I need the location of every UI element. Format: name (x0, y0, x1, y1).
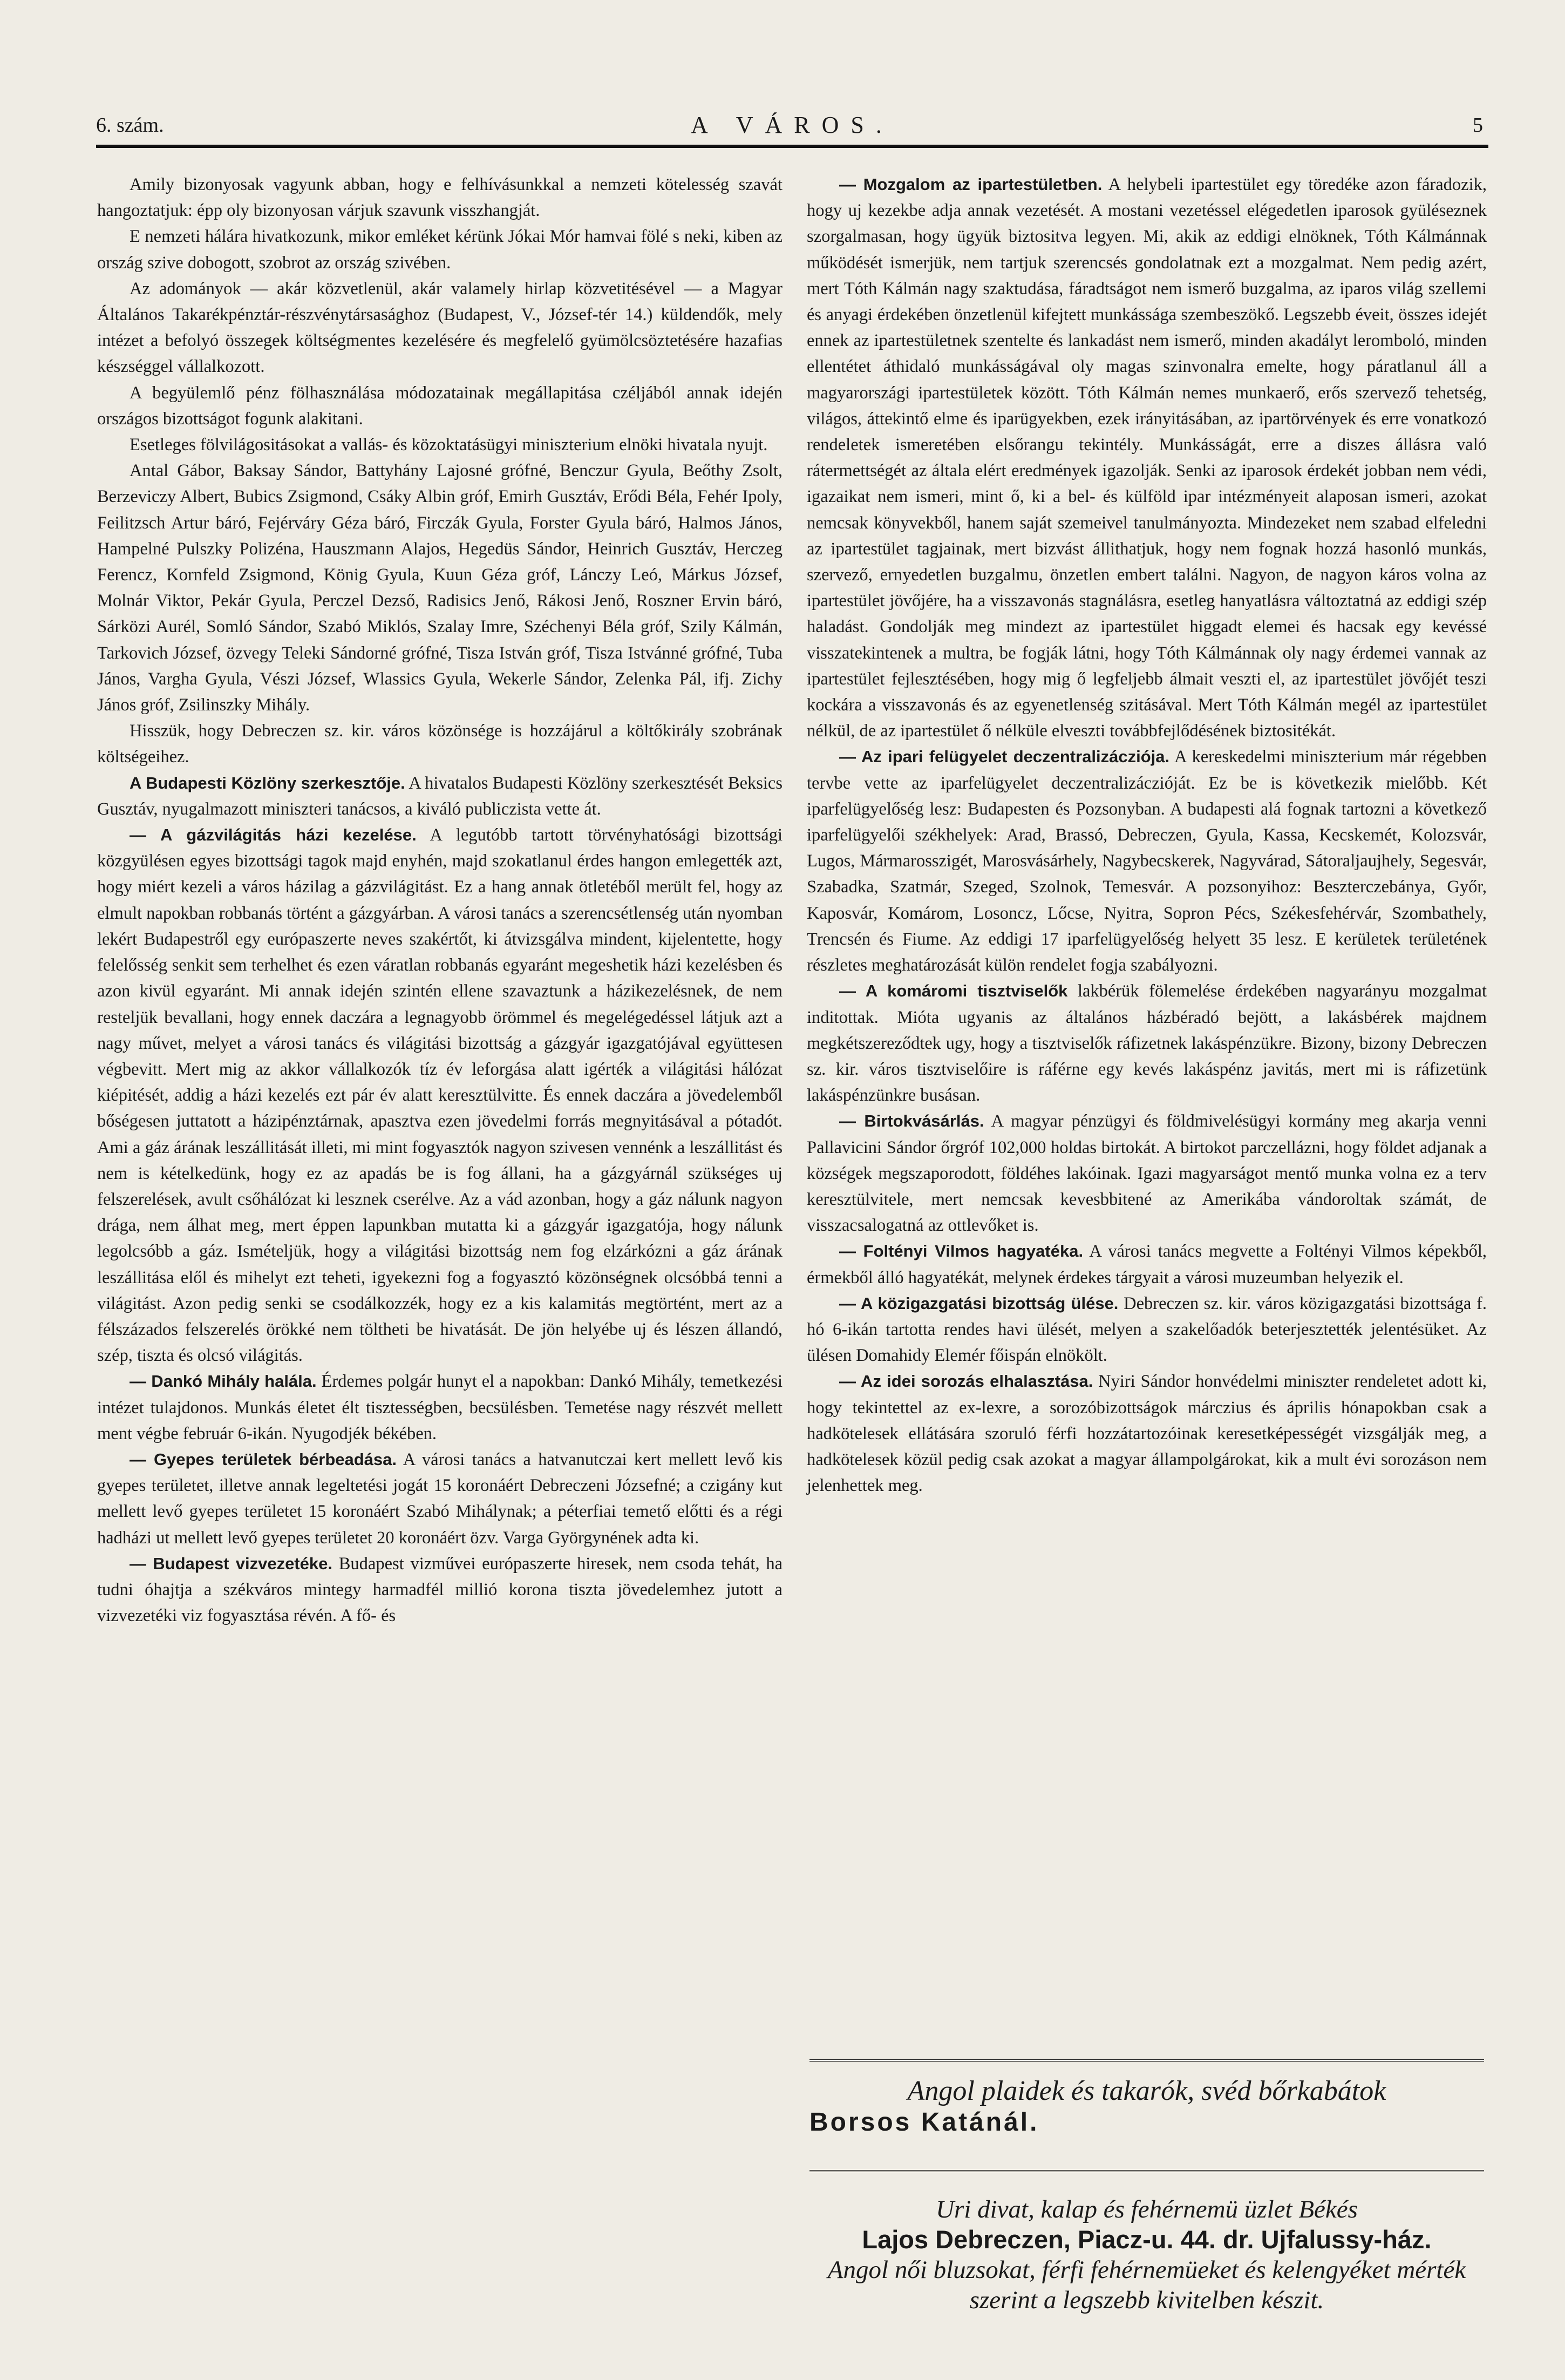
left-article-text: Esetleges fölvilágositásokat a vallás- és közoktatásügyi miniszterium elnöki hivatala nyujt. (130, 435, 768, 455)
left-article-text: Amily bizonyosak vagyunk abban, hogy e felhívásunkkal a nemzeti kötelesség szavát hangoztatjuk: épp oly bizonyosan várjuk szavunk visszhangját. (97, 175, 782, 221)
left-article-text: Budapest vizművei európaszerte hiresek, nem csoda tehát, ha tudni óhajtja a székváros mintegy harmadfél millió korona tiszta jövedelemhez jutott a vizvezetéki viz fogyasztása révén. A fő- és (97, 1554, 783, 1626)
header-rule (96, 145, 1488, 148)
ad1-shop: Borsos Katánál. (809, 2108, 1039, 2137)
right-article-paragraph (807, 1238, 1487, 1290)
left-article-paragraph (97, 822, 782, 1368)
left-article-heading: — Dankó Mihály halála. (130, 1372, 317, 1391)
right-article-heading: — Foltényi Vilmos hagyatéka. (839, 1242, 1084, 1261)
right-article-text: A városi tanács megvette a Foltényi Vilmos képekből, érmekből álló hagyatékát, melynek érdekes tárgyait a városi muzeumban helyezik el. (807, 1242, 1487, 1287)
left-article-paragraph (97, 223, 782, 275)
left-article-paragraph (97, 718, 782, 770)
right-article-paragraph (807, 1368, 1487, 1498)
left-article-paragraph (97, 1447, 782, 1551)
left-article-text: Hisszük, hogy Debreczen sz. kir. város közönsége is hozzájárul a költőkirály szobrának költségeihez. (97, 721, 782, 767)
ad2-line3: Angol női bluzsokat, férfi fehérnemüeket és kelengyéket mérték szerint a legszebb kivitelben készit. (827, 2256, 1466, 2314)
left-article-heading: A Budapesti Közlöny szerkesztője. (130, 773, 405, 792)
left-article-text: Antal Gábor, Baksay Sándor, Battyhány Lajosné grófné, Benczur Gyula, Beőthy Zsolt, Berzeviczy Albert, Bubics Zsigmond, Csáky Albin gróf, Emirh Gusztáv, Erődi Béla, Fehér Ipoly, Feilitzsch Artur báró, Fejérváry Géza báró, Firczák Gyula, Forster Gyula báró, Halmos János, Hampelné Pulszky Polizéna, Hauszmann Alajos, Hegedüs Sándor, Heinrich Gusztáv, Herczeg Ferencz, Kornfeld Zsigmond, König Gyula, Kuun Géza gróf, Lánczy Leó, Márkus József, Molnár Viktor, Pekár Gyula, Perczel Dezső, Radisics Jenő, Rákosi Jenő, Roszner Ervin báró, Sárközi Aurél, Somló Sándor, Szabó Miklós, Szalay Imre, Széchenyi Béla gróf, Szily Kálmán, Tarkovich József, özvegy Teleki Sándorné grófné, Tisza István gróf, Tisza Istvánné grófné, Tuba János, Vargha Gyula, Vészi József, Wlassics Gyula, Wekerle Sándor, Zelenka Pál, ifj. Zichy János gróf, Zsilinszky Mihály. (97, 461, 782, 715)
right-article-paragraph (807, 1108, 1487, 1238)
left-article-text: A begyülemlő pénz fölhasználása módozatainak megállapitása czéljából annak idején országos bizottságot fogunk alakitani. (97, 383, 782, 429)
left-article-paragraph (97, 276, 782, 380)
left-article-paragraph (97, 1551, 782, 1629)
ad2-line1: Uri divat, kalap és fehérnemü üzlet Békés (936, 2195, 1358, 2223)
newspaper-title: A VÁROS. (691, 112, 894, 138)
ad1-text: Angol plaidek és takarók, svéd bőrkabátok (907, 2076, 1386, 2106)
left-article-heading: — Budapest vizvezetéke. (130, 1554, 332, 1573)
left-column (97, 172, 782, 1629)
right-article-paragraph (807, 744, 1487, 978)
ad-divider-top (809, 2059, 1484, 2062)
right-article-text: Nyiri Sándor honvédelmi miniszter rendeletet adott ki, hogy tekintettel az ex-lexre, a sorozóbizottságok márczius és április hónapokban csak a hadkötelesek ellátására szoruló férfi hozzátartozóinak keresetképességét vizsgálják meg, a hadkötelesek közül pedig csak azokat a magyar állampolgárokat, kik a mult évi sorozáson nem jelenhettek meg. (807, 1372, 1487, 1496)
ad-divider-middle (809, 2170, 1484, 2172)
left-article-text: Az adományok — akár közvetlenül, akár valamely hirlap közvetitésével — a Magyar Általános Takarékpénztár-részvénytársasághoz (Budapest, V., József-tér 14.) küldendők, mely intézet a befolyó összegek költségmentes kezelésére és megfelelő gyümölcsöztetésére hazafias készséggel vállalkozott. (97, 279, 782, 377)
right-article-heading: — Mozgalom az ipartestületben. (839, 175, 1103, 194)
right-column (807, 172, 1487, 1498)
left-article-text: A városi tanács a hatvanutczai kert mellett levő kis gyepes területet, illetve annak legeltetési jogát 15 koronáért Debreczeni Józsefné; a czigány kut mellett levő gyepes területet 15 koronáért Szabó Mihálynak; a péterfiai temető előtti és a régi hadházi ut mellett levő gyepes területet 20 koronáért özv. Varga Györgynének adta ki. (97, 1449, 782, 1548)
right-article-paragraph (807, 1291, 1487, 1369)
left-article-text: A hivatalos Budapesti Közlöny szerkesztését Beksics Gusztáv, nyugalmazott miniszteri tanácsos, a kiváló publiczista vette át. (97, 773, 782, 819)
right-article-heading: — Az ipari felügyelet deczentralizácziója. (839, 747, 1170, 767)
page-number: 5 (1473, 114, 1483, 137)
right-article-text: lakbérük fölemelése érdekében nagyarányu mozgalmat inditottak. Mióta ugyanis az általános házbéradó bejött, a lakásbérek majdnem megkétszereződtek ugy, hogy a tisztviselők ráfizetnek lakáspénzükre. Bizony, bizony Debreczen sz. kir. város tisztviselőire is ráférne egy kevés lakáspénz javitás, mert mi is ráfizetünk lakáspénzünkre busásan. (807, 981, 1487, 1106)
right-article-heading: — Birtokvásárlás. (839, 1111, 984, 1131)
left-article-paragraph (97, 458, 782, 718)
left-article-text: Érdemes polgár hunyt el a napokban: Dankó Mihály, temetkezési intézet tulajdonos. Munkás életet élt tisztességben, becsülésben. Temetése nagy részvét mellett ment végbe február 6-ikán. Nyugodjék békében. (97, 1372, 783, 1443)
left-article-text: E nemzeti hálára hivatkozunk, mikor emléket kérünk Jókai Mór hamvai fölé s neki, kiben az ország szive dobogott, szobrot az ország szivében. (97, 227, 782, 273)
advertisement-bekes (809, 2194, 1484, 2329)
right-article-text: Debreczen sz. kir. város közigazgatási bizottsága f. hó 6-ikán tartotta rendes havi ülését, melyen a szakelőadók beterjesztették jelentésüket. Az ülésen Domahidy Elemér főispán elnökölt. (807, 1293, 1487, 1366)
right-article-heading: — Az idei sorozás elhalasztása. (839, 1372, 1093, 1391)
left-article-paragraph (97, 172, 782, 223)
issue-number: 6. szám. (96, 114, 164, 137)
page-header (96, 108, 1488, 146)
right-article-text: A magyar pénzügyi és földmivelésügyi kormány meg akarja venni Pallavicini Sándor őrgróf 102,000 holdas birtokát. A birtokot parczellázni, hogy földet adjanak a községek megszaporodott, földéhes lakóinak. Igazi magyarságot mentő munka volna ez a terv keresztülvitele, mert nemcsak kevesbbitené az Amerikába vándoroltak számát, de visszacsalogatná az ottlevőket is. (807, 1111, 1487, 1236)
left-article-heading: — A gázvilágitás házi kezelése. (130, 825, 417, 845)
left-article-paragraph (97, 1368, 782, 1447)
right-article-heading: — A komáromi tisztviselők (839, 981, 1068, 1001)
ad2-line2: Lajos Debreczen, Piacz-u. 44. dr. Ujfalussy-ház. (862, 2225, 1432, 2254)
right-article-paragraph (807, 978, 1487, 1108)
left-article-paragraph (97, 432, 782, 458)
right-article-text: A kereskedelmi miniszterium már régebben tervbe vette az iparfelügyelet deczentralizáczióját. Ez be is következik mielőbb. Két iparfelügyelőség lesz: Budapesten és Pozsonyban. A budapesti alá fognak tartozni a következő iparfelügyelői székhelyek: Arad, Brassó, Debreczen, Gyula, Kassa, Kecskemét, Kolozsvár, Lugos, Mármarosszigét, Marosvásárhely, Nagybecskerek, Nagyvárad, Sátoraljaujhely, Segesvár, Szabadka, Szatmár, Szeged, Szolnok, Temesvár. A pozsonyihoz: Beszterczebánya, Győr, Kaposvár, Komárom, Losoncz, Lőcse, Nyitra, Sopron Pécs, Székesfehérvár, Szombathely, Trencsén és Fiume. Az eddigi 17 iparfelügyelőség helyett 35 lesz. E kerületek területének részletes meghatározását külön rendelet fogja szabályozni. (807, 747, 1487, 975)
right-article-paragraph (807, 172, 1487, 744)
right-article-heading: — A közigazgatási bizottság ülése. (839, 1293, 1119, 1313)
advertisement-borsos (809, 2076, 1484, 2146)
left-article-text: A legutóbb tartott törvényhatósági bizottsági közgyülésen egyes bizottsági tagok majd enyhén, majd szokatlanul érdes hangon emlegették azt, hogy miért kezeli a város házilag a gázvilágitást. Ez a hang annak ötletéből merült fel, hogy az elmult napokban robbanás történt a gázgyárban. A városi tanács a szerencsétlenség után nyomban lekért Budapestről egy európaszerte neves szakértőt, ki átvizsgálva mindent, kijelentette, hogy felelősség senkit sem terhelhet és ezen váratlan robbanás egyaránt megeshetik házi kezelésben és azon kivül egyaránt. Mi annak idején szintén ellene szavaztunk a házikezelésnek, de nem resteljük bevallani, hogy ennek daczára a legnagyobb örömmel és megelégedéssel látjuk azt a nagy művet, melyet a városi tanács és világitási bizottság a gázgyár igazgatójával együttesen végbevitt. Mert mig az akkor vállalkozók tíz év leforgása alatt igérték a világitási hálózat kiépitését, addig a házi kezelés ezt pár év alatt keresztülvitte. És ennek daczára a jövedelemből bőségesen juttatott a házipénztárnak, apasztva ezen jövedelmi forrás megnyitásával a pótadót. Ami a gáz árának leszállitását illeti, mi mint fogyasztók nagyon szivesen vennénk a leszállitást és nem is kételkedünk, hogy ez az apadás be is fog állani, ha a gázgyárnál szükséges uj felszerelések, avult csőhálózat ki lesznek cserélve. Az a vád azonban, hogy a gáz nálunk nagyon drága, nem álhat meg, mert éppen lapunkban mutatta ki a gázgyár igazgatója, hogy nálunk legolcsóbb a gáz. Ismételjük, hogy a világitási bizottság nem fog elzárkózni a gáz árának leszállitása elől és mihelyt ezt teheti, igyekezni fog a fogyasztó közönségnek olcsóbbá tenni a világitást. Azon pedig senki se csodálkozzék, hogy ez a kis kalamitás megtörtént, mert az a félszázados felszerelés örökké nem töltheti be hivatását. De jön helyébe uj és lészen állandó, szép, tiszta és olcsó világitás. (97, 825, 782, 1366)
left-article-paragraph (97, 770, 782, 822)
left-article-heading: — Gyepes területek bérbeadása. (130, 1449, 397, 1469)
left-article-paragraph (97, 380, 782, 432)
right-article-text: A helybeli ipartestület egy töredéke azon fáradozik, hogy uj kezekbe adja annak vezetését. A mostani vezetéssel elégedetlen iparosok gyüléseznek szorgalmasan, hogy ügyük biztositva legyen. Mi, akik az eddigi elnöknek, Tóth Kálmánnak működését ismerjük, nem tartjuk szerencsés gondolatnak ezt a mozgalmat. Nem pedig azért, mert Tóth Kálmán nagy szaktudása, fáradtságot nem ismerő buzgalma, az iparos világ szellemi és anyagi érdekében önzetlenül kifejtett munkássága szembeszökő. Legszebb éveit, összes idejét ennek az ipartestületnek szentelte és lankadást nem ismerő, minden akadályt leromboló, minden ellentétet áthidaló munkásságával oly magas szinvonalra emelte, hogy páratlanul áll a magyarországi ipartestületek között. Tóth Kálmán nemes munkaerő, erős szervező tehetség, világos, áttekintő elme és iparügyekben, ezek irányitásában, az ipartörvények és erre vonatkozó rendeletek ismeretében elsőrangu tekintély. Munkásságát, erre a diszes állásra való rátermettségét az általa elért eredmények igazolják. Senki az iparosok érdekét jobban nem védi, igazaikat nem ismeri, mint ő, ki a bel- és külföld ipar intézményeit alaposan ismeri, azokat nemcsak könyvekből, hanem saját szemeivel tanulmányozta. Mindezeket nem szabad elfeledni az ipartestület tagjainak, mert bizvást állithatjuk, hogy nem fognak hozzá hasonló munkás, szervező, ernyedetlen buzgalmu, önzetlen embert találni. Nagyon, de nagyon káros volna az ipartestület jövőjére, ha a visszavonás stagnálásra, esetleg hanyatlásra változtatná az eddigi szép haladást. Gondolják meg mindezt az ipartestület higgadt elemei és hacsak egy kevéssé visszatekintenek a multra, be fogják látni, hogy Tóth Kálmánnak oly nagy érdemei vannak az ipartestület fejlesztésében, hogy mig ő legfeljebb álmait veszti el, az ipartestület jövőjét teszi kockára a visszavonás és az egyenetlenség szitásával. Mert Tóth Kálmán megél az ipartestület nélkül, de az ipartestület ő nélküle elveszti továbbfejlődésének biztositékát. (807, 175, 1487, 741)
